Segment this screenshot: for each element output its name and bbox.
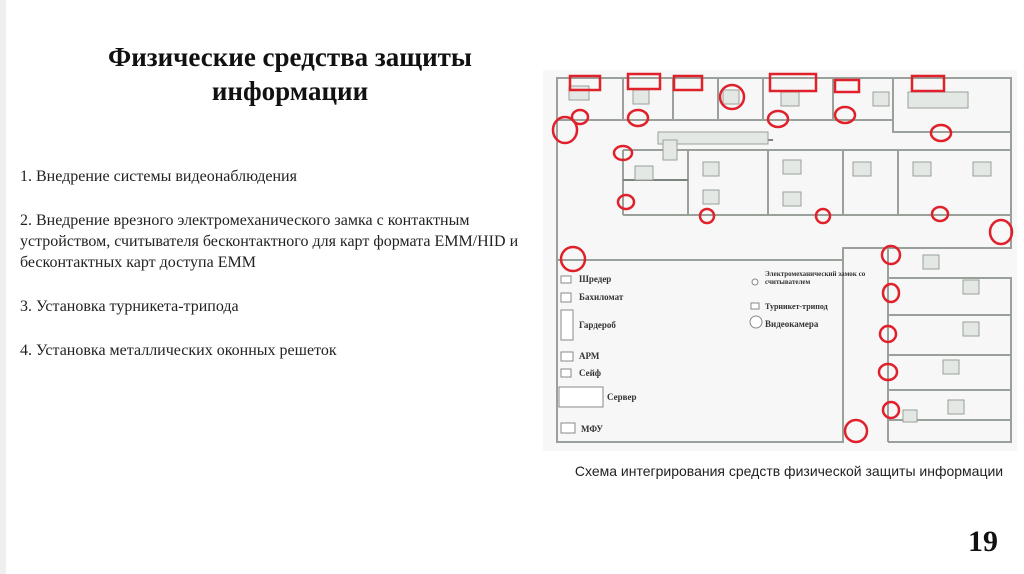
turnstile-icon <box>751 303 759 309</box>
slide-edge <box>0 0 6 574</box>
legend-camera: Видеокамера <box>765 319 819 329</box>
mfp-icon <box>561 423 575 433</box>
legend-wardrobe: Гардероб <box>579 320 616 330</box>
measure-item-lock: 2. Внедрение врезного электромеханического замка с контактным устройством, считывателя бесконтактного для карт формата EMM/HID и бесконтактных карт доступа EMM <box>20 212 519 271</box>
legend-lock: Электромеханический замок со считывателем <box>765 270 866 286</box>
legend-turnstile: Турникет-трипод <box>765 302 828 311</box>
safe-icon <box>561 369 571 377</box>
window-bar-markers <box>570 74 944 92</box>
measure-item-video: 1. Внедрение системы видеонаблюдения <box>20 168 297 185</box>
server-icon <box>559 387 603 407</box>
workstation-icon <box>561 352 573 361</box>
furniture <box>569 86 991 422</box>
measures-list <box>20 166 540 384</box>
camera-legend-icon <box>750 316 762 328</box>
shredder-icon <box>561 276 571 283</box>
floor-plan <box>543 70 1017 451</box>
middle-rooms-walls <box>623 150 1011 215</box>
legend-shredder: Шредер <box>579 274 612 284</box>
figure-caption: Схема интегрирования средств физической защиты информации <box>574 463 1004 479</box>
legend-server: Сервер <box>607 392 637 402</box>
page-number: 19 <box>968 525 998 558</box>
lock-legend-icon <box>752 279 758 285</box>
measure-item-window-bars: 4. Установка металлических оконных решеток <box>20 342 337 359</box>
slide-title: Физические средства защиты информации <box>108 42 472 106</box>
wardrobe-icon <box>561 310 573 340</box>
shoe-cover-icon <box>561 293 571 302</box>
camera-lock-markers <box>553 85 1012 442</box>
legend-workstation: АРМ <box>579 351 600 361</box>
legend-shoe-cover: Бахиломат <box>579 292 624 302</box>
measure-item-turnstile: 3. Установка турникета-трипода <box>20 298 239 315</box>
legend-mfp: МФУ <box>581 424 604 434</box>
legend-safe: Сейф <box>579 368 602 378</box>
